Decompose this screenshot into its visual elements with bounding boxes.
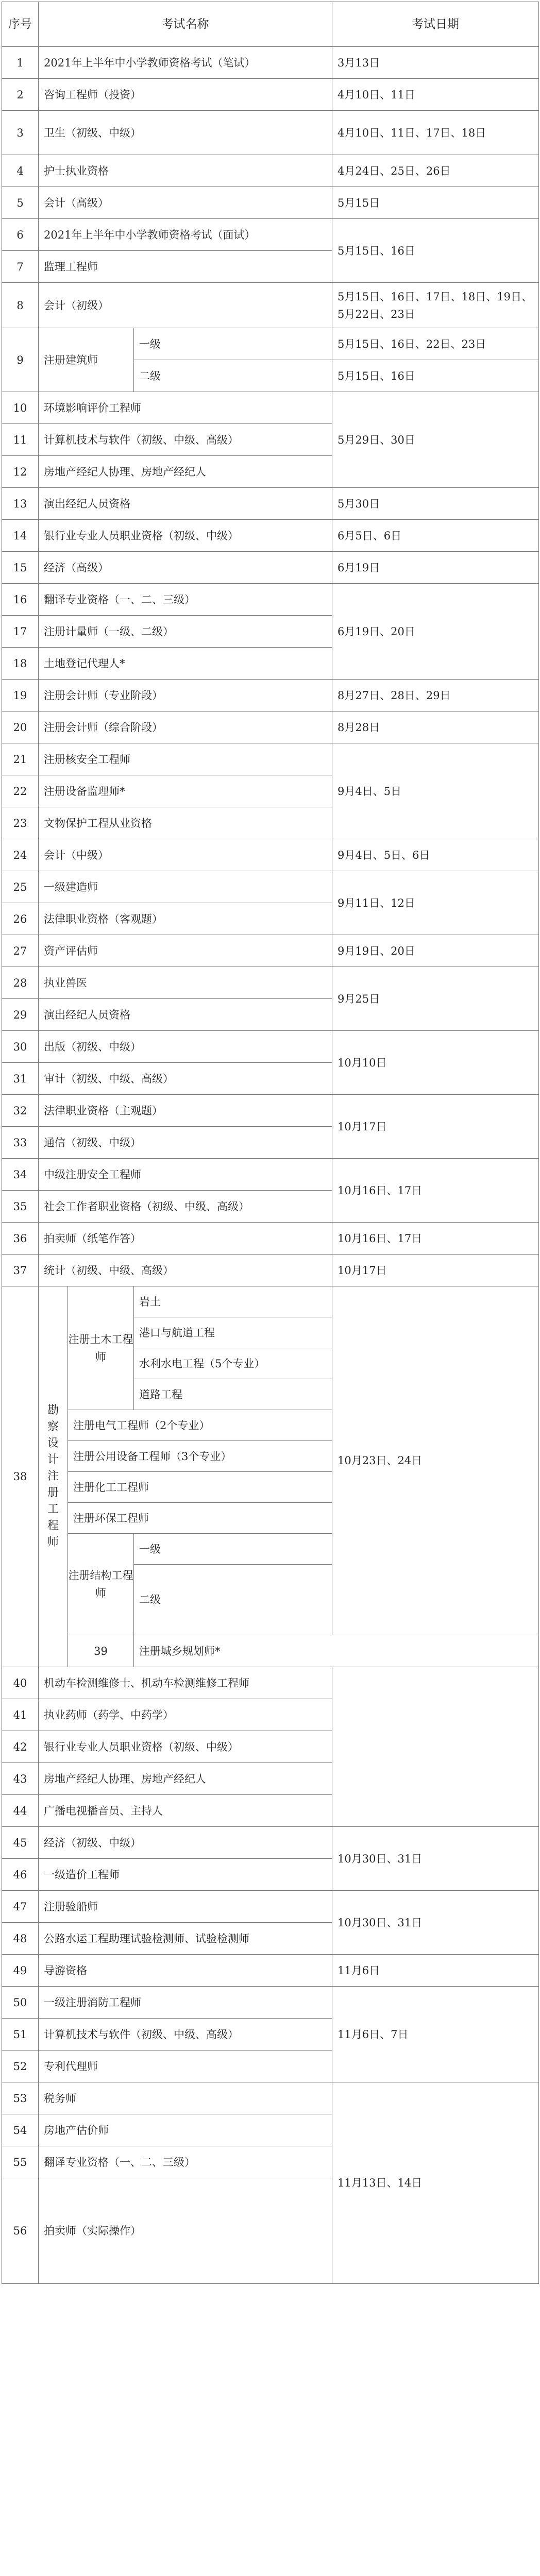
- row-date: 9月4日、5日、6日: [332, 839, 539, 871]
- row-date: 11月13日、14日: [332, 2082, 539, 2284]
- row-name: 中级注册安全工程师: [39, 1159, 332, 1191]
- structural-level: 一级: [134, 1534, 332, 1565]
- row-date: 10月16日、17日: [332, 1223, 539, 1255]
- row-no: 22: [2, 775, 39, 807]
- row-date: 10月30日、31日: [332, 1827, 539, 1891]
- row-name: 银行业专业人员职业资格（初级、中级）: [39, 520, 332, 552]
- row-date: 4月10日、11日: [332, 79, 539, 111]
- row-no: 38: [2, 1286, 39, 1667]
- row-name: 通信（初级、中级）: [39, 1127, 332, 1159]
- row-name: 银行业专业人员职业资格（初级、中级）: [39, 1731, 332, 1763]
- table-row: [2, 1667, 539, 1699]
- engineer-type: 注册化工工程师: [68, 1472, 332, 1503]
- row-name: 法律职业资格（客观题）: [39, 903, 332, 935]
- table-row: [2, 1255, 539, 1286]
- row-name: 统计（初级、中级、高级）: [39, 1255, 332, 1286]
- row-name: 演出经纪人员资格: [39, 999, 332, 1031]
- table-row: [2, 1955, 539, 1987]
- civil-item: 港口与航道工程: [134, 1317, 332, 1348]
- row-date: 5月15日、16日、22日、23日: [332, 328, 539, 360]
- row-date: 6月19日、20日: [332, 584, 539, 680]
- row-date: 10月17日: [332, 1255, 539, 1286]
- row-name: 执业药师（药学、中药学）: [39, 1699, 332, 1731]
- row-sublevel: 二级: [134, 360, 332, 392]
- table-row: [2, 283, 539, 328]
- table-row: [2, 967, 539, 999]
- row-date: 5月15日、16日: [332, 219, 539, 283]
- row-name: 2021年上半年中小学教师资格考试（面试）: [39, 219, 332, 251]
- table-row: [2, 1891, 539, 1923]
- row-name: 资产评估师: [39, 935, 332, 967]
- row-no: 7: [2, 251, 39, 283]
- row-sublevel: 一级: [134, 328, 332, 360]
- row-name: 卫生（初级、中级）: [39, 111, 332, 155]
- table-row: [2, 1159, 539, 1191]
- table-row: [2, 1795, 539, 1827]
- row-no: 3: [2, 111, 39, 155]
- row-name: 计算机技术与软件（初级、中级、高级）: [39, 2019, 332, 2050]
- group-label-text: 勘察设计注册工程师: [47, 1404, 59, 1549]
- row-name: 注册设备监理师*: [39, 775, 332, 807]
- header-name: 考试名称: [39, 2, 332, 47]
- row-no: 42: [2, 1731, 39, 1763]
- row-name: 经济（初级、中级）: [39, 1827, 332, 1859]
- row-date: 9月25日: [332, 967, 539, 1031]
- civil-item: 道路工程: [134, 1379, 332, 1410]
- row-no: 52: [2, 2050, 39, 2082]
- row-name: 税务师: [39, 2082, 332, 2114]
- table-row: [2, 1286, 539, 1317]
- table-row: [2, 839, 539, 871]
- row-date: 3月13日: [332, 47, 539, 79]
- row-date: 9月4日、5日: [332, 743, 539, 839]
- table-row: [2, 1987, 539, 2019]
- row-no: 51: [2, 2019, 39, 2050]
- table-row: [2, 871, 539, 903]
- row-no: 37: [2, 1255, 39, 1286]
- row-no: 10: [2, 392, 39, 424]
- row-date: 11月6日、7日: [332, 1987, 539, 2082]
- engineer-type: 注册电气工程师（2个专业）: [68, 1410, 332, 1441]
- row-date: 10月30日、31日: [332, 1891, 539, 1955]
- row-name: 专利代理师: [39, 2050, 332, 2082]
- table-row: [2, 79, 539, 111]
- row-name: 土地登记代理人*: [39, 648, 332, 680]
- engineer-type: 注册公用设备工程师（3个专业）: [68, 1441, 332, 1472]
- row-no: 45: [2, 1827, 39, 1859]
- table-row: [2, 328, 539, 360]
- row-name: 护士执业资格: [39, 155, 332, 187]
- row-date: 5月29日、30日: [332, 392, 539, 488]
- row-no: 41: [2, 1699, 39, 1731]
- row-no: 50: [2, 1987, 39, 2019]
- row-no: 43: [2, 1763, 39, 1795]
- row-no: 44: [2, 1795, 39, 1827]
- row-no: 18: [2, 648, 39, 680]
- row-no: 35: [2, 1191, 39, 1223]
- row-no: 4: [2, 155, 39, 187]
- row-name: 法律职业资格（主观题）: [39, 1095, 332, 1127]
- row-date: 4月24日、25日、26日: [332, 155, 539, 187]
- row-no: 39: [68, 1635, 134, 1667]
- row-no: 1: [2, 47, 39, 79]
- exam-schedule-table: [2, 2, 539, 2284]
- row-no: 19: [2, 680, 39, 711]
- table-row: [2, 584, 539, 616]
- row-no: 31: [2, 1063, 39, 1095]
- table-row: [2, 2082, 539, 2114]
- table-row: [2, 1763, 539, 1795]
- row-name: 2021年上半年中小学教师资格考试（笔试）: [39, 47, 332, 79]
- row-name: 环境影响评价工程师: [39, 392, 332, 424]
- row-no: 16: [2, 584, 39, 616]
- row-name: 公路水运工程助理试验检测师、试验检测师: [39, 1923, 332, 1955]
- row-name: 一级注册消防工程师: [39, 1987, 332, 2019]
- table-row: [2, 392, 539, 424]
- row-date: 10月17日: [332, 1095, 539, 1159]
- table-row: [2, 488, 539, 520]
- civil-engineer-label: 注册土木工程师: [68, 1286, 134, 1410]
- row-no: 48: [2, 1923, 39, 1955]
- row-date: 4月10日、11日、17日、18日: [332, 111, 539, 155]
- row-date: 10月16日、17日: [332, 1159, 539, 1223]
- table-row: [2, 680, 539, 711]
- row-name: 社会工作者职业资格（初级、中级、高级）: [39, 1191, 332, 1223]
- row-no: 28: [2, 967, 39, 999]
- row-no: 40: [2, 1667, 39, 1699]
- structural-engineer-label: 注册结构工程师: [68, 1534, 134, 1635]
- row-name: 会计（初级）: [39, 283, 332, 328]
- row-name: 注册计量师（一级、二级）: [39, 616, 332, 648]
- row-date: 6月19日: [332, 552, 539, 584]
- table-row: [2, 155, 539, 187]
- table-row: [2, 1223, 539, 1255]
- row-name: 执业兽医: [39, 967, 332, 999]
- row-name: 翻译专业资格（一、二、三级）: [39, 584, 332, 616]
- row-no: 49: [2, 1955, 39, 1987]
- row-name: 注册城乡规划师*: [134, 1635, 539, 1667]
- row-name: 注册验船师: [39, 1891, 332, 1923]
- row-name: 房地产经纪人协理、房地产经纪人: [39, 1763, 332, 1795]
- row-no: 2: [2, 79, 39, 111]
- row-no: 24: [2, 839, 39, 871]
- row-name: 一级建造师: [39, 871, 332, 903]
- row-name: 审计（初级、中级、高级）: [39, 1063, 332, 1095]
- row-name: 出版（初级、中级）: [39, 1031, 332, 1063]
- row-date: 8月27日、28日、29日: [332, 680, 539, 711]
- row-no: 12: [2, 456, 39, 488]
- row-date: 6月5日、6日: [332, 520, 539, 552]
- row-no: 54: [2, 2114, 39, 2146]
- row-date: 9月19日、20日: [332, 935, 539, 967]
- row-name: 机动车检测维修士、机动车检测维修工程师: [39, 1667, 332, 1699]
- row-no: 47: [2, 1891, 39, 1923]
- row-no: 46: [2, 1859, 39, 1891]
- row-no: 53: [2, 2082, 39, 2114]
- row-name: 拍卖师（实际操作）: [39, 2178, 332, 2284]
- row-date: 5月15日: [332, 187, 539, 219]
- row-date: 10月23日、24日: [332, 1286, 539, 1635]
- row-no: 14: [2, 520, 39, 552]
- row-name: 一级造价工程师: [39, 1859, 332, 1891]
- table-row: [2, 1731, 539, 1763]
- row-name: 导游资格: [39, 1955, 332, 1987]
- row-name: 注册会计师（专业阶段）: [39, 680, 332, 711]
- row-date: 9月11日、12日: [332, 871, 539, 935]
- row-no: 29: [2, 999, 39, 1031]
- row-name: 翻译专业资格（一、二、三级）: [39, 2146, 332, 2178]
- row-no: 8: [2, 283, 39, 328]
- row-name: 房地产估价师: [39, 2114, 332, 2146]
- row-no: 36: [2, 1223, 39, 1255]
- engineer-type: 注册环保工程师: [68, 1503, 332, 1534]
- row-no: 56: [2, 2178, 39, 2284]
- group-label: [39, 1286, 68, 1667]
- table-row: [2, 935, 539, 967]
- structural-level: 二级: [134, 1565, 332, 1635]
- row-no: 6: [2, 219, 39, 251]
- table-row: [2, 47, 539, 79]
- table-row: [2, 711, 539, 743]
- table-row: [2, 552, 539, 584]
- table-row: [2, 219, 539, 251]
- row-name: 房地产经纪人协理、房地产经纪人: [39, 456, 332, 488]
- row-no: 32: [2, 1095, 39, 1127]
- row-name: 咨询工程师（投资）: [39, 79, 332, 111]
- row-name: 注册核安全工程师: [39, 743, 332, 775]
- row-name: 广播电视播音员、主持人: [39, 1795, 332, 1827]
- row-name: 会计（中级）: [39, 839, 332, 871]
- row-no: 27: [2, 935, 39, 967]
- row-name: 监理工程师: [39, 251, 332, 283]
- row-date: 5月30日: [332, 488, 539, 520]
- table-row: [2, 1635, 539, 1667]
- row-name: 经济（高级）: [39, 552, 332, 584]
- table-row: [2, 187, 539, 219]
- row-no: 5: [2, 187, 39, 219]
- row-name: 演出经纪人员资格: [39, 488, 332, 520]
- table-row: [2, 520, 539, 552]
- row-no: 21: [2, 743, 39, 775]
- row-no: 23: [2, 807, 39, 839]
- row-date: 5月15日、16日: [332, 360, 539, 392]
- row-name: 计算机技术与软件（初级、中级、高级）: [39, 424, 332, 456]
- row-date: 5月15日、16日、17日、18日、19日、5月22日、23日: [332, 283, 539, 328]
- table-row: [2, 1031, 539, 1063]
- table-row: [2, 1827, 539, 1859]
- header-row: [2, 2, 539, 47]
- row-date: 11月6日: [332, 1955, 539, 1987]
- exam-schedule-document: [2, 2, 538, 2576]
- row-no: 13: [2, 488, 39, 520]
- header-no: 序号: [2, 2, 39, 47]
- row-no: 25: [2, 871, 39, 903]
- table-row: [2, 111, 539, 155]
- row-no: 26: [2, 903, 39, 935]
- row-no: 55: [2, 2146, 39, 2178]
- row-no: 11: [2, 424, 39, 456]
- civil-item: 岩土: [134, 1286, 332, 1317]
- row-name: 拍卖师（纸笔作答）: [39, 1223, 332, 1255]
- row-name: 注册会计师（综合阶段）: [39, 711, 332, 743]
- row-no: 17: [2, 616, 39, 648]
- row-no: 15: [2, 552, 39, 584]
- table-row: [2, 743, 539, 775]
- row-no: 9: [2, 328, 39, 392]
- header-date: 考试日期: [332, 2, 539, 47]
- civil-item: 水利水电工程（5个专业）: [134, 1348, 332, 1379]
- row-no: 34: [2, 1159, 39, 1191]
- row-no: 20: [2, 711, 39, 743]
- row-name: 会计（高级）: [39, 187, 332, 219]
- row-date: 8月28日: [332, 711, 539, 743]
- row-name: 文物保护工程从业资格: [39, 807, 332, 839]
- row-date: 10月10日: [332, 1031, 539, 1095]
- row-name: 注册建筑师: [39, 328, 134, 392]
- table-row: [2, 1095, 539, 1127]
- row-no: 33: [2, 1127, 39, 1159]
- table-row: [2, 1699, 539, 1731]
- row-no: 30: [2, 1031, 39, 1063]
